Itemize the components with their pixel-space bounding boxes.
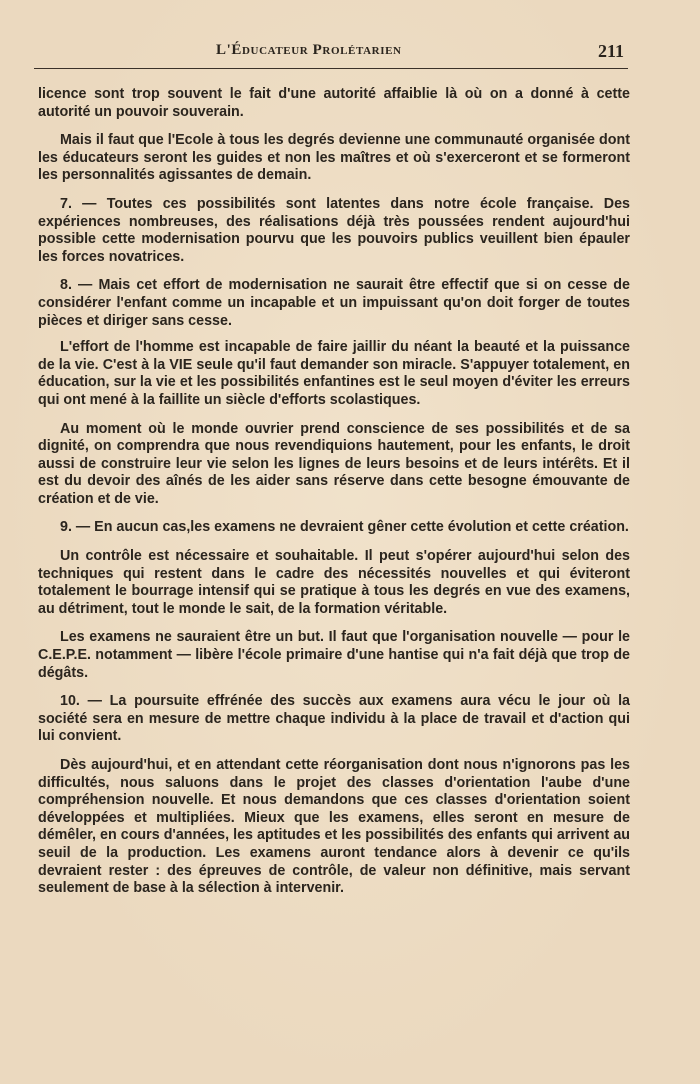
page-number: 211 xyxy=(597,41,624,61)
paragraph: Les examens ne sauraient être un but. Il faut que l'organisation nouvelle — pour le C.E.P.E. notamment — libère l'école primaire d'une hantise qui n'a fait déjà que trop de dégâts. xyxy=(38,629,630,681)
running-title: L'Éducateur Prolétarien xyxy=(216,42,402,58)
paragraph: Au moment où le monde ouvrier prend conscience de ses possibilités et de sa dignité, on comprendra que nous revendiquions hautement, pour les enfants, le droit aussi de construire leur vie selon les lignes de leurs besoins et de leurs intérêts. Et il est du devoir des aînés de les aider sans réserve dans cette besogne émouvante de création et de vie. xyxy=(38,420,630,507)
paragraph: licence sont trop souvent le fait d'une autorité affaiblie là où on a donné à cette autorité un pouvoir souverain. xyxy=(38,86,630,120)
paragraph: 8. — Mais cet effort de modernisation ne saurait être effectif que si on cesse de considérer l'enfant comme un incapable et un impuissant qu'on doit forger de toutes pièces et diriger sans cesse. xyxy=(38,277,630,329)
paragraph: Dès aujourd'hui, et en attendant cette réorganisation dont nous n'ignorons pas les difficultés, nous saluons dans le projet des classes d'orientation l'aube d'une compréhension nouvelle. Et nous demandons que ces classes d'orientation soient développées et multipliées. Mieux que les examens, elles seront en mesure de démêler, en cours d'années, les aptitudes et les possibilités des enfants qui arrivent au seuil de la production. Les examens auront tendance alors à devenir ce qu'ils devraient rester : des épreuves de contrôle, de valeur non définitive, mais servant seulement de base à la sélection à intervenir. xyxy=(38,757,630,897)
paragraph: Un contrôle est nécessaire et souhaitable. Il peut s'opérer aujourd'hui selon des techniques qui restent dans le cadre des nécessités nouvelles et qui éviteront totalement le bourrage intensif qui se pratique à tous les degrés en vue des examens, au détriment, tout le monde le sait, de la formation véritable. xyxy=(38,548,630,617)
paragraph: 10. — La poursuite effrénée des succès aux examens aura vécu le jour où la société sera en mesure de mettre chaque individu à la place de travail et d'action qui lui convient. xyxy=(38,693,630,745)
paragraph: 9. — En aucun cas,les examens ne devraient gêner cette évolution et cette création. xyxy=(60,519,629,536)
paragraph: L'effort de l'homme est incapable de faire jaillir du néant la beauté et la puissance de la vie. C'est à la VIE seule qu'il faut demander son miracle. S'appuyer totalement, en éducation, sur la vie et les possibilités enfantines est le seul moyen d'éviter les erreurs qui ont mené à la faillite un siècle d'efforts scolastiques. xyxy=(38,339,630,408)
paragraph: Mais il faut que l'Ecole à tous les degrés devienne une communauté organisée dont les éducateurs seront les guides et non les maîtres et où s'exerceront et se formeront les personnalités agissantes de demain. xyxy=(38,132,630,184)
page-header xyxy=(34,36,628,69)
body-text xyxy=(38,86,630,909)
paragraph: 7. — Toutes ces possibilités sont latentes dans notre école française. Des expériences nombreuses, des réalisations déjà très poussées rendent aujourd'hui possible cette modernisation pourvu que les pouvoirs publics veuillent bien épauler les forces novatrices. xyxy=(38,195,630,265)
